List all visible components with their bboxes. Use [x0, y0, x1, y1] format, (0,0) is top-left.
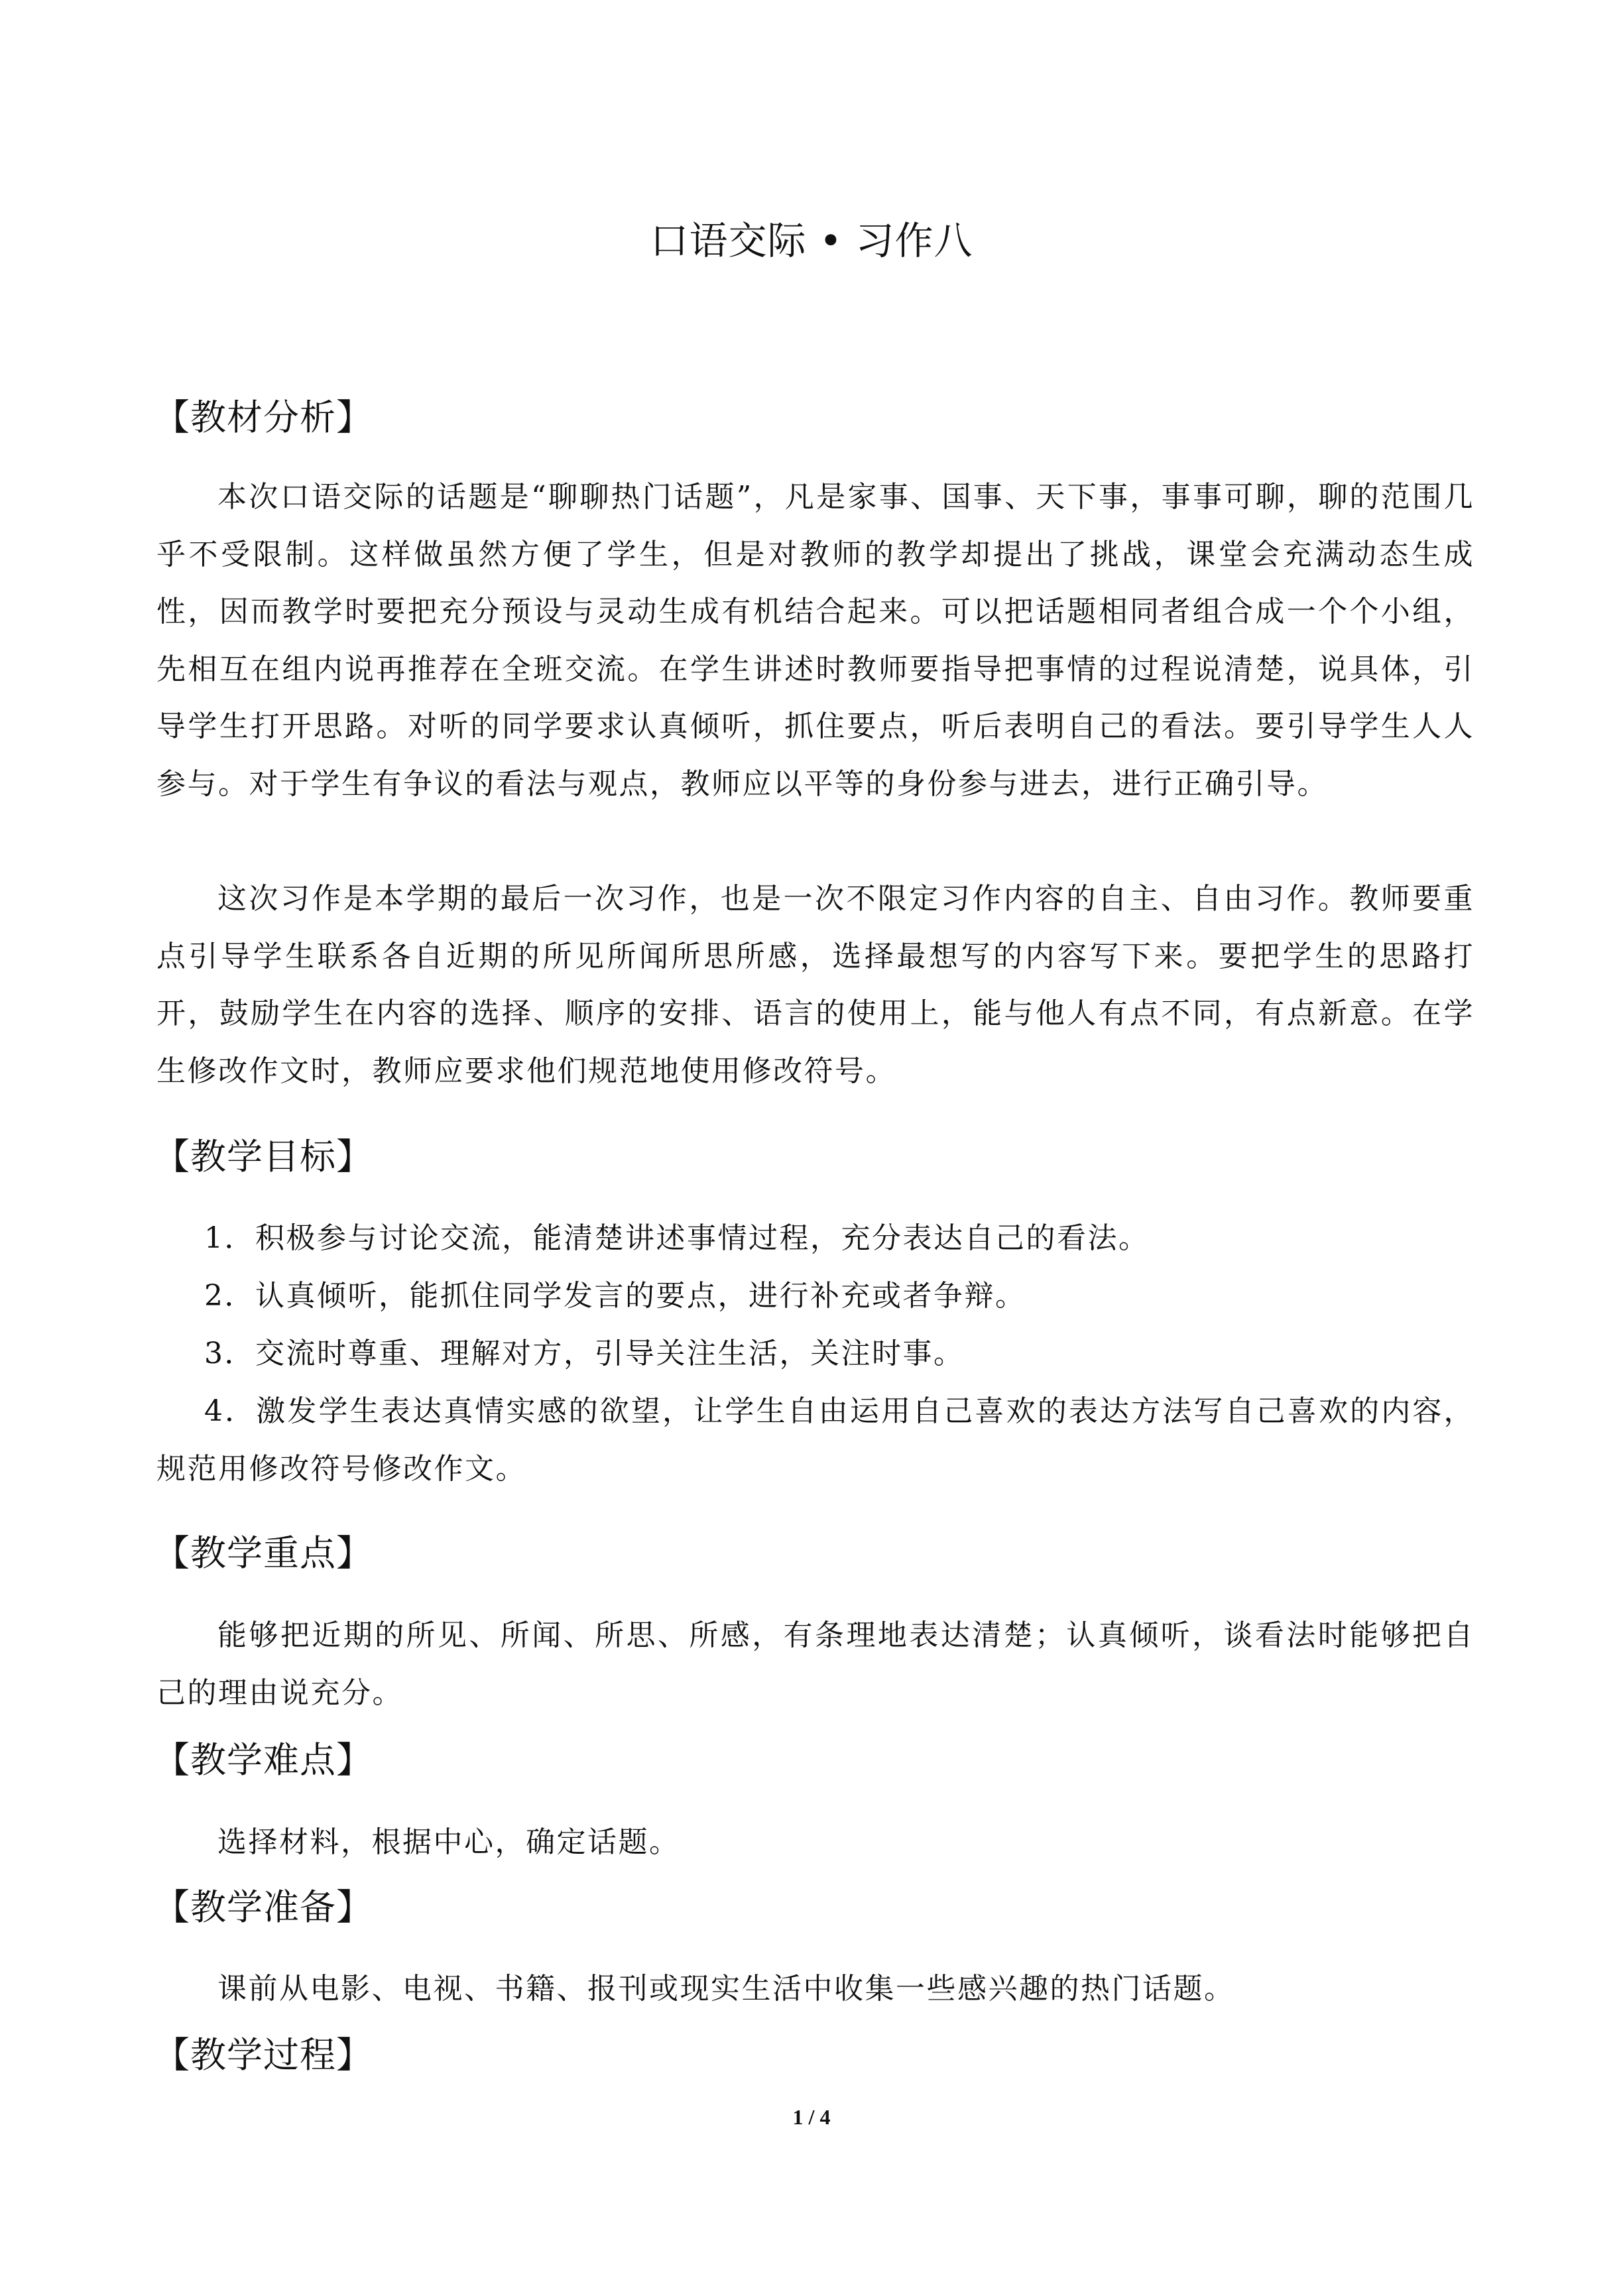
section-heading-difficulties: 【教学难点】: [154, 1739, 373, 1781]
section-heading-teaching-process: 【教学过程】: [154, 2034, 373, 2076]
section-heading-key-points: 【教学重点】: [154, 1532, 373, 1574]
goal-item: 4．激发学生表达真情实感的欲望，让学生自由运用自己喜欢的表达方法写自己喜欢的内容，规范用修改符号修改作文。: [156, 1394, 1474, 1486]
paragraph-writing: 这次习作是本学期的最后一次习作，也是一次不限定习作内容的自主、自由习作。教师要重点引导学生联系各自近期的所见所闻所思所感，选择最想写的内容写下来。要把学生的思路打开，鼓励学生在内容的选择、顺序的安排、语言的使用上，能与他人有点不同，有点新意。在学生修改作文时，教师应要求他们规范地使用修改符号。: [156, 882, 1474, 1088]
goal-item: 1．积极参与讨论交流，能清楚讲述事情过程，充分表达自己的看法。: [204, 1221, 1150, 1255]
section-heading-preparation: 【教学准备】: [154, 1886, 373, 1928]
document-title: 口语交际 • 习作八: [650, 218, 973, 263]
page-number: 1 / 4: [792, 2105, 831, 2129]
paragraph-preparation: 课前从电影、电视、书籍、报刊或现实生活中收集一些感兴趣的热门话题。: [217, 1972, 1235, 2006]
paragraph-difficulties: 选择材料，根据中心，确定话题。: [217, 1825, 680, 1859]
goal-item: 2．认真倾听，能抓住同学发言的要点，进行补充或者争辩。: [204, 1279, 1026, 1313]
section-heading-teaching-goals: 【教学目标】: [154, 1136, 373, 1178]
paragraph-key-points: 能够把近期的所见、所闻、所思、所感，有条理地表达清楚；认真倾听，谈看法时能够把自己的理由说充分。: [156, 1618, 1474, 1710]
paragraph-oral-communication: 本次口语交际的话题是“聊聊热门话题”，凡是家事、国事、天下事，事事可聊，聊的范围几乎不受限制。这样做虽然方便了学生，但是对教师的教学却提出了挑战，课堂会充满动态生成性，因而教学时要把充分预设与灵动生成有机结合起来。可以把话题相同者组合成一个个小组，先相互在组内说再推荐在全班交流。在学生讲述时教师要指导把事情的过程说清楚，说具体，引导学生打开思路。对听的同学要求认真倾听，抓住要点，听后表明自己的看法。要引导学生人人参与。对于学生有争议的看法与观点，教师应以平等的身份参与进去，进行正确引导。: [156, 480, 1474, 801]
section-heading-textbook-analysis: 【教材分析】: [154, 396, 373, 438]
goal-item: 3．交流时尊重、理解对方，引导关注生活，关注时事。: [204, 1337, 965, 1370]
